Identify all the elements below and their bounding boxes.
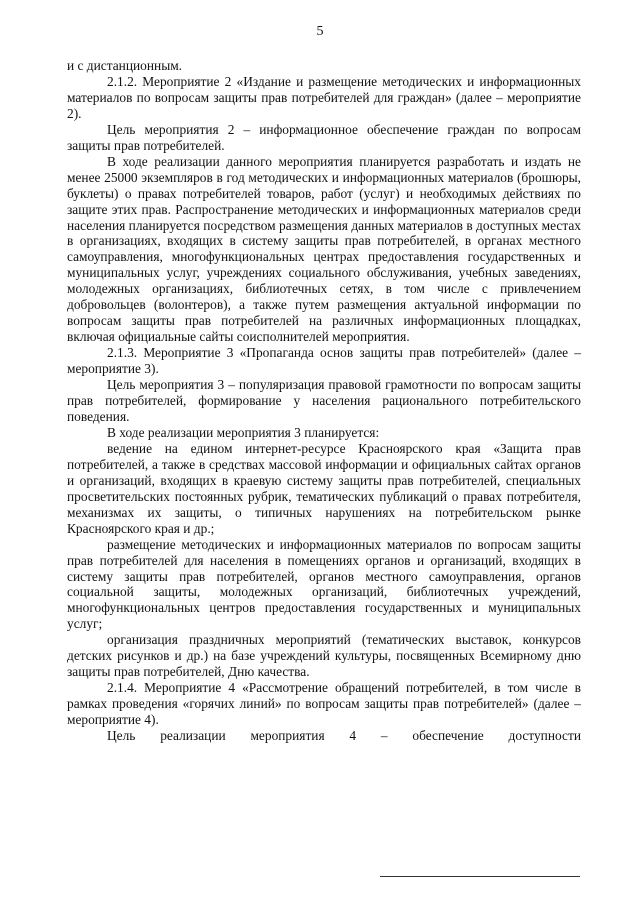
paragraph: размещение методических и информационных материалов по вопросам защиты прав потребителей для населения в помещениях органов и организаций, входящих в систему защиты прав потребителей, органов местного самоуправления, органов социальной защиты, молодежных организаций, библиотечных учреждений, многофункциональных центров предоставления государственных и муниципальных услуг;: [67, 536, 581, 632]
paragraph: В ходе реализации данного мероприятия планируется разработать и издать не менее 25000 экземпляров в год методических и информационных материалов (брошюры, буклеты) о правах потребителей товаров, работ (услуг) и необходимых действиях по защите этих прав. Распространение методических и информационных материалов среди населения планируется посредством размещения данных материалов в доступных местах в организациях, входящих в систему защиты прав потребителей, в органах местного самоуправления, многофункциональных центрах предоставления государственных и муниципальных услуг, учреждениях социального обслуживания, учебных заведениях, молодежных организациях, библиотечных сетях, в том числе с привлечением добровольцев (волонтеров), а также путем размещения актуальной информации по вопросам защиты прав потребителей на различных информационных площадках, включая официальные сайты соисполнителей мероприятия.: [67, 153, 581, 345]
footer-divider: [380, 876, 580, 877]
paragraph: В ходе реализации мероприятия 3 планируется:: [107, 424, 380, 440]
paragraph: Цель реализации мероприятия 4 – обеспечение доступности: [107, 728, 581, 744]
page-number: 5: [316, 24, 324, 39]
paragraph: 2.1.3. Мероприятие 3 «Пропаганда основ защиты прав потребителей» (далее – мероприятие 3).: [67, 345, 581, 377]
document-body: [67, 58, 581, 744]
paragraph: и с дистанционным.: [67, 58, 183, 73]
paragraph: 2.1.2. Мероприятие 2 «Издание и размещение методических и информационных материалов по вопросам защиты прав потребителей для граждан» (далее – мероприятие 2).: [67, 73, 581, 121]
paragraph: Цель мероприятия 3 – популяризация правовой грамотности по вопросам защиты прав потребителей, формирование у населения рационального потребительского поведения.: [67, 377, 581, 424]
paragraph: Цель мероприятия 2 – информационное обеспечение граждан по вопросам защиты прав потребителей.: [67, 121, 581, 153]
paragraph: 2.1.4. Мероприятие 4 «Рассмотрение обращений потребителей, в том числе в рамках проведения «горячих линий» по вопросам защиты прав потребителей» (далее – мероприятие 4).: [67, 680, 581, 728]
paragraph: ведение на едином интернет-ресурсе Красноярского края «Защита прав потребителей, а также в средствах массовой информации и официальных сайтах органов и организаций, входящих в краевую систему защиты прав потребителей, специальных просветительских постоянных рубрик, тематических публикаций о правах потребителя, механизмах их защиты, о типичных нарушениях на потребительском рынке Красноярского края и др.;: [67, 440, 581, 536]
paragraph: организация праздничных мероприятий (тематических выставок, конкурсов детских рисунков и др.) на базе учреждений культуры, посвященных Всемирному дню защиты прав потребителей, Дню качества.: [67, 632, 581, 680]
